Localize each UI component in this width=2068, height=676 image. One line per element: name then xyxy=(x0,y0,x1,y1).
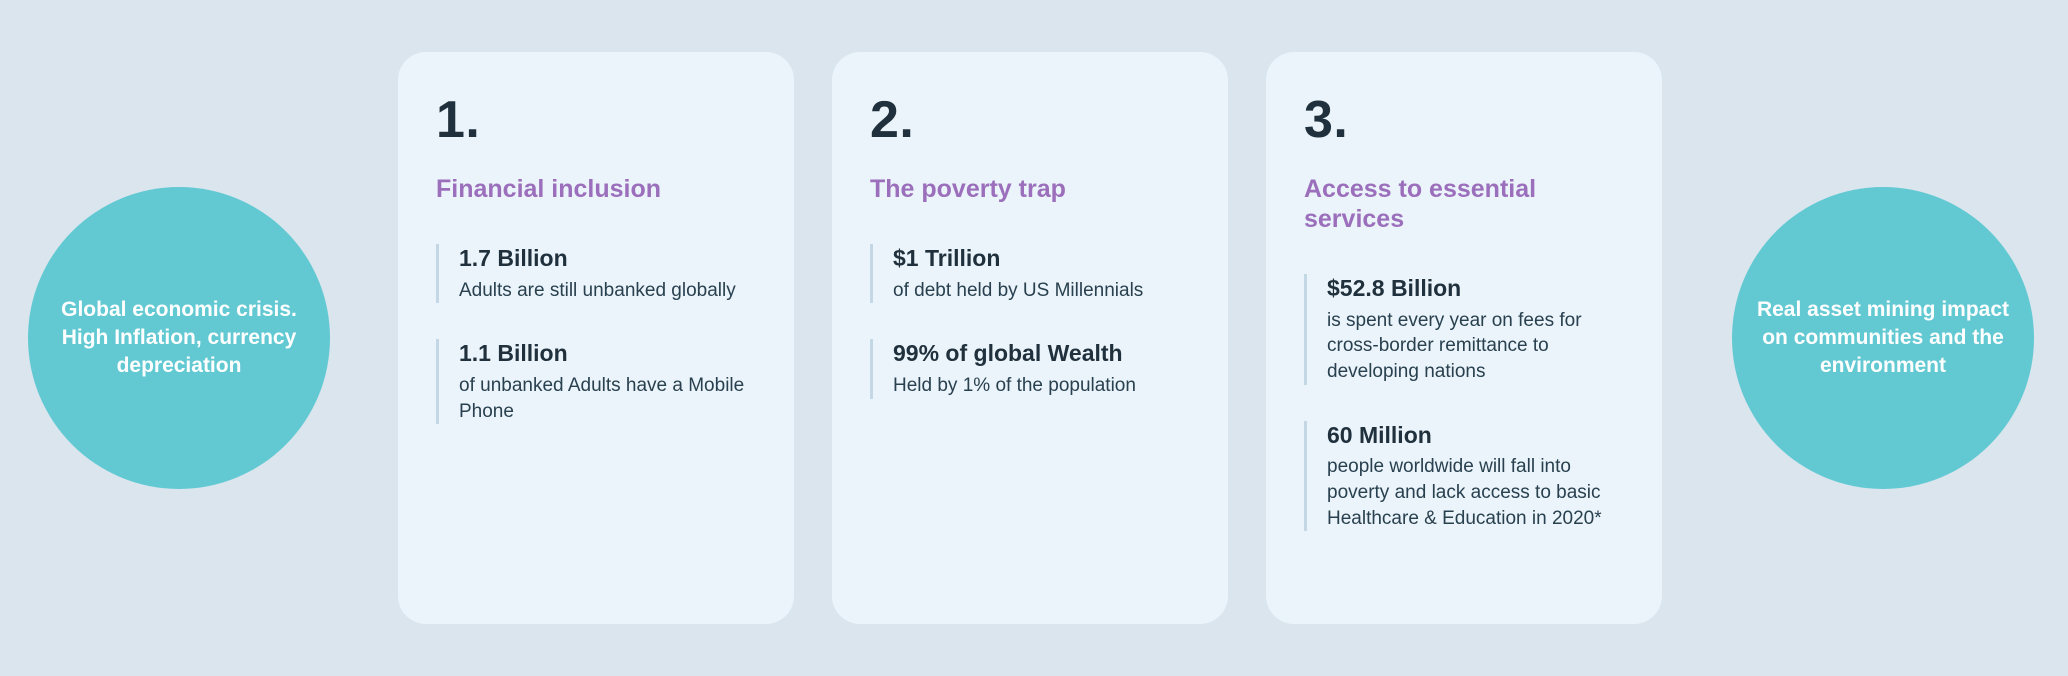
left-context-circle xyxy=(28,187,330,489)
card-title: The poverty trap xyxy=(870,175,1066,203)
card-number: 1. xyxy=(436,91,481,149)
stat-description: Adults are still unbanked globally xyxy=(459,279,736,301)
stat-item xyxy=(870,339,1190,398)
card-title: Financial inclusion xyxy=(436,175,662,203)
card-poverty-trap xyxy=(832,52,1228,624)
card-number: 3. xyxy=(1304,91,1349,149)
stat-description: Held by 1% of the population xyxy=(893,375,1136,397)
stat-description: of debt held by US Millennials xyxy=(893,279,1144,301)
card-essential-services xyxy=(1266,52,1662,624)
card-financial-inclusion xyxy=(398,52,794,624)
stat-headline: $1 Trillion xyxy=(893,245,1001,271)
stat-headline: 60 Million xyxy=(1327,421,1432,448)
stat-item xyxy=(1304,274,1624,385)
stat-item xyxy=(436,339,756,424)
card-number: 2. xyxy=(870,91,915,149)
stat-headline: 1.1 Billion xyxy=(459,340,568,367)
stat-headline: 99% of global Wealth xyxy=(893,340,1123,367)
stat-headline: $52.8 Billion xyxy=(1327,275,1462,301)
stat-description: is spent every year on fees for cross-border remittance to developing nations xyxy=(1327,309,1582,383)
card-title: Access to essential services xyxy=(1304,175,1537,233)
stat-item xyxy=(436,244,756,303)
stat-item xyxy=(870,244,1190,303)
left-circle-line-1: Global economic crisis. xyxy=(61,298,297,322)
right-context-circle xyxy=(1732,187,2034,489)
stat-description: people worldwide will fall into poverty and lack access to basic Healthcare & Education in 2020* xyxy=(1327,456,1602,529)
stat-description: of unbanked Adults have a Mobile Phone xyxy=(459,375,745,422)
left-circle-text-group xyxy=(54,296,304,380)
left-circle-line-2: High Inflation, currency depreciation xyxy=(61,326,297,377)
stat-headline: 1.7 Billion xyxy=(459,245,568,271)
cards-row xyxy=(398,52,1662,624)
stat-item xyxy=(1304,421,1624,532)
right-circle-text: Real asset mining impact on communities and the environment xyxy=(1756,298,2010,377)
